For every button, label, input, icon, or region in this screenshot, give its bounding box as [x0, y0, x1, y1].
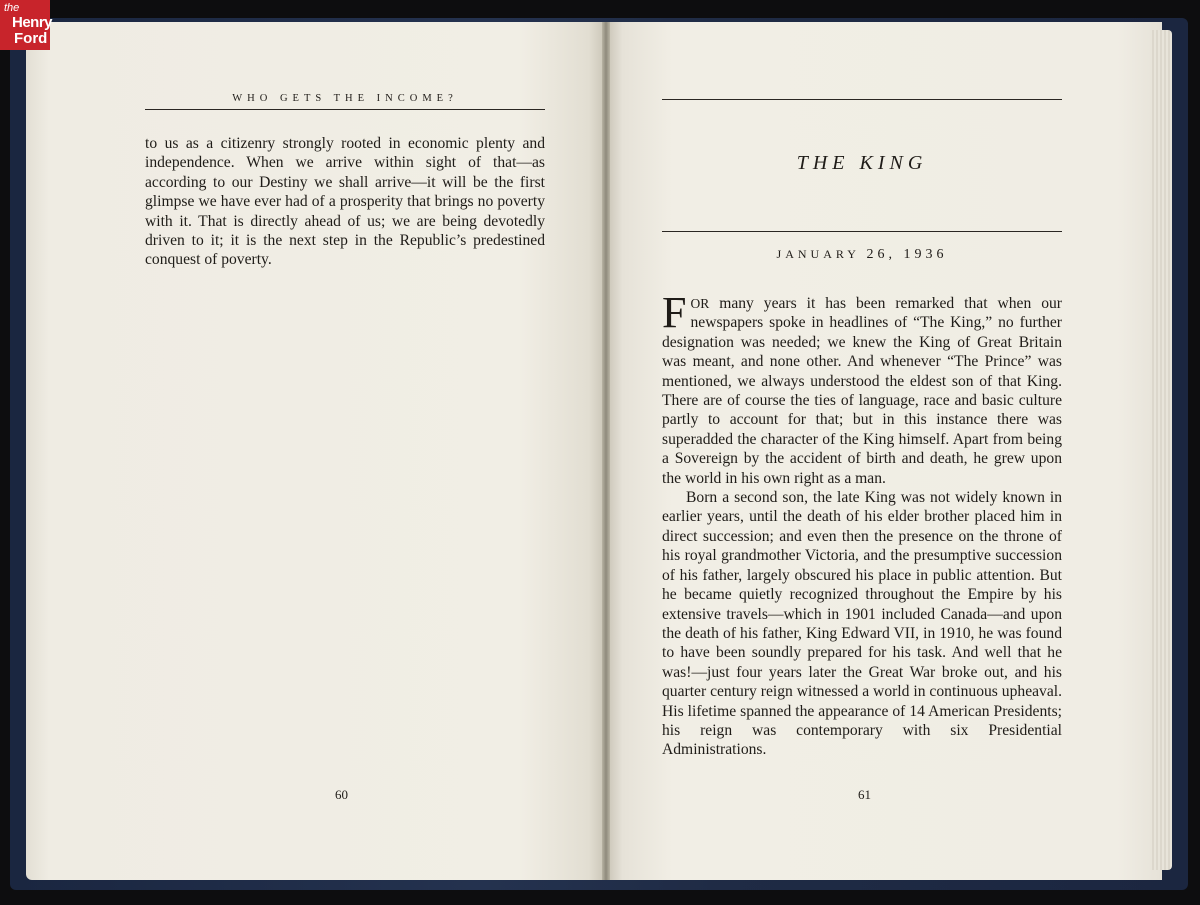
left-page-body [145, 134, 545, 270]
right-paragraph-2: Born a second son, the late King was not widely known in earlier years, until the death of his elder brother placed him in direct succession; and even then the presence on the throne of his royal grandmother Victoria, and the presumptive succession of his father, largely obscured his place in public attention. But he became quietly recognized throughout the Empire by his extensive travels—which in 1901 included Canada—and upon the death of his father, King Edward VII, in 1910, he was found to have been soundly prepared for his task. And well that he was!—just four years later the Great War broke out, and his quarter century reign witnessed a world in continuous upheaval. His lifetime spanned the appearance of 14 American Presidents; his reign was contemporary with six Presidential Administrations. [662, 489, 1062, 759]
chapter-date-numbers: 26, 1936 [866, 247, 948, 262]
chapter-date [662, 247, 1062, 263]
page-number-right: 61 [858, 787, 871, 802]
logo-text-henry: Henry [12, 14, 53, 31]
right-paragraph-1 [662, 288, 1062, 488]
running-head-rule [145, 109, 545, 110]
book-gutter [602, 22, 610, 880]
logo-text-ford: Ford [14, 30, 48, 47]
page-edges [1150, 30, 1172, 870]
page-number-left: 60 [335, 787, 348, 802]
chapter-top-rule [662, 99, 1062, 100]
chapter-bottom-rule [662, 231, 1062, 232]
left-paragraph: to us as a citizenry strongly rooted in economic plenty and independence. When we arrive within sight of that—as according to our Destiny we shall arrive—it will be the first glimpse we have ever had of a prosperity that brings no poverty with it. That is directly ahead of us; we are being devotedly driven to it; it is the next step in the Republic’s predestined conquest of poverty. [145, 135, 545, 269]
henry-ford-logo [0, 0, 53, 50]
right-page-body [662, 288, 1062, 760]
chapter-date-month: JANUARY [776, 247, 860, 261]
logo-text-the: the [4, 2, 20, 14]
drop-cap: F [662, 288, 687, 337]
paragraph-1-text: many years it has been remarked that when our newspapers spoke in headlines of “The King,” no further designation was needed; we knew the King of Great Britain was meant, and none other. And whenever “The Prince” was mentioned, we always understood the eldest son of that King. There are of course the ties of language, race and basic culture partly to account for that; but in this instance there was superadded the character of the King himself. Apart from being a Sovereign by the accident of birth and death, he grew upon the world in his own right as a man. [662, 295, 1062, 487]
running-head: WHO GETS THE INCOME? [232, 93, 458, 104]
first-word-small-caps: OR [690, 296, 710, 311]
chapter-title: THE KING [796, 152, 928, 174]
